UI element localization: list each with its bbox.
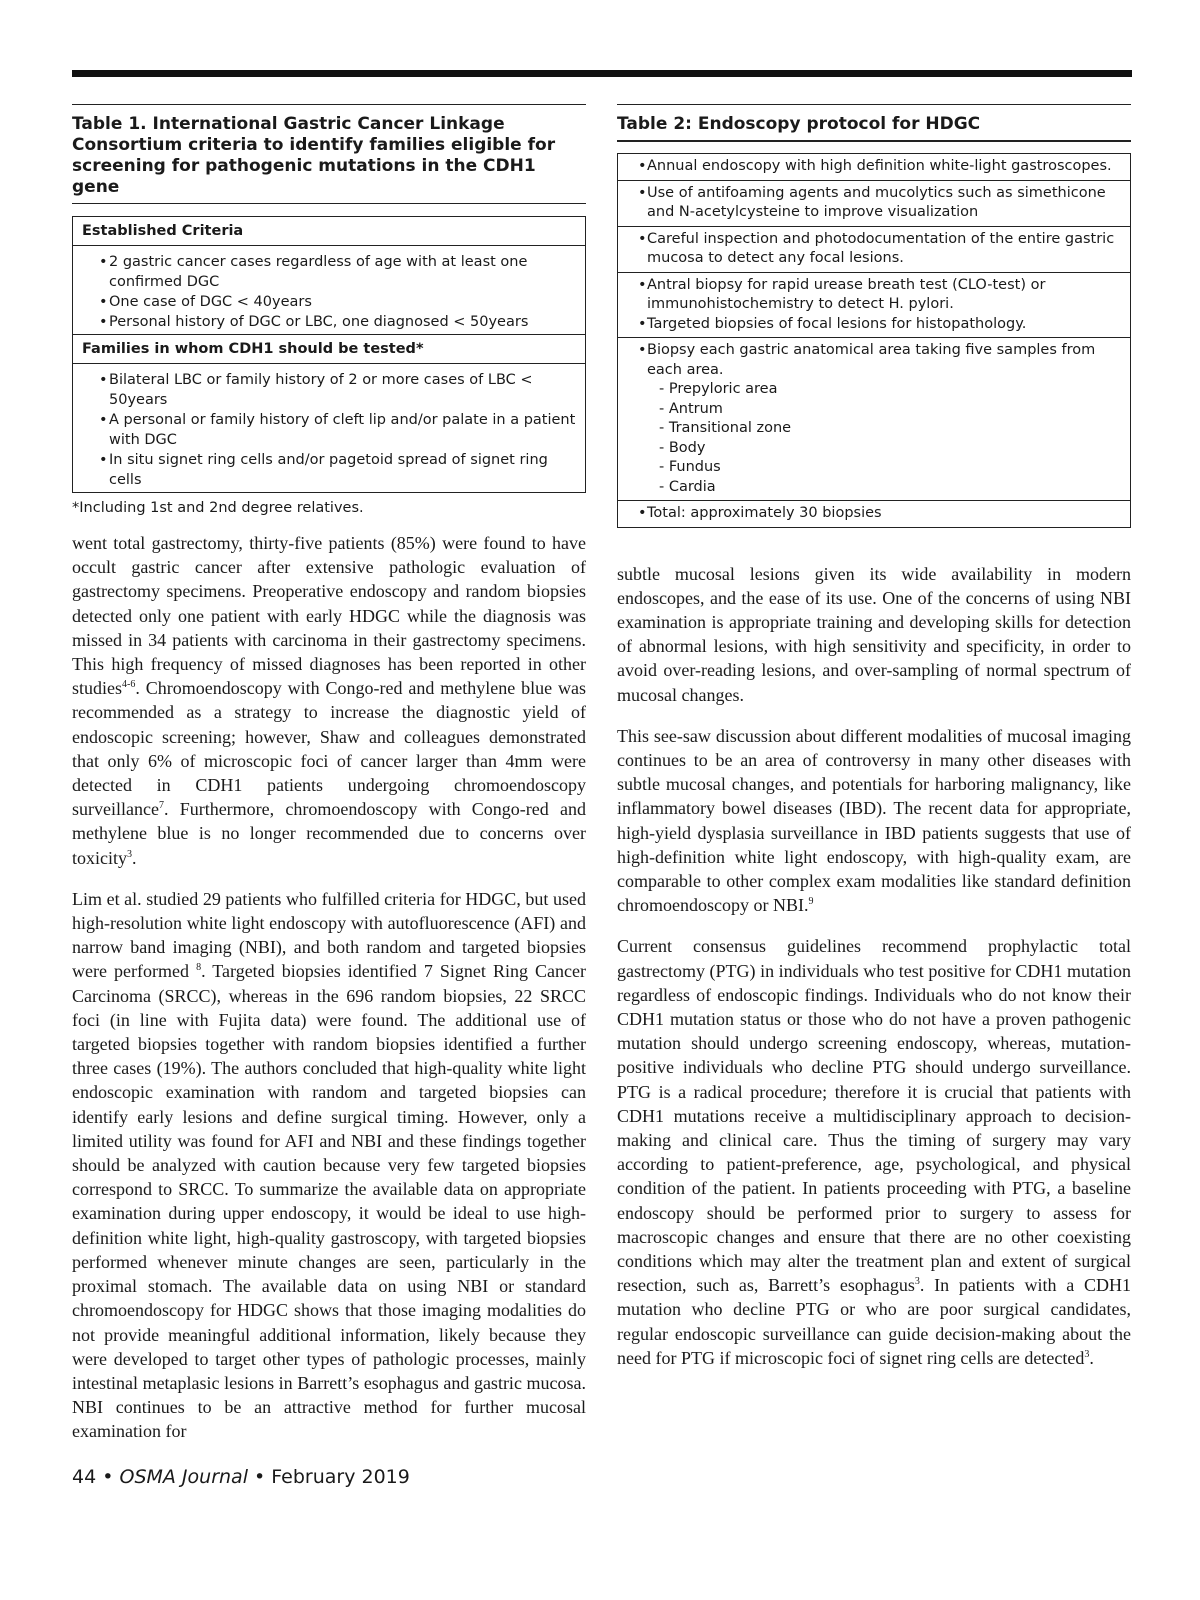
- top-rule: [72, 70, 1132, 77]
- left-paragraph-1: went total gastrectomy, thirty-five patients (85%) were found to have occult gastric cancer after extensive pathologic evaluation of gastrectomy specimens. Preoperative endoscopy and random biopsies detected only one patient with early HDGC while the diagnosis was missed in 34 patients with carcinoma in their gastrectomy specimens. This high frequency of missed diagnoses has been reported in other studies$^{4-6}$. Chromoendoscopy with Congo-red and methylene blue was recommended as a strategy to increase the diagnostic yield of endoscopic screening; however, Shaw and colleagues demonstrated that only 6% of microscopic foci of cancer larger than 4mm were detected in CDH1 patients undergoing chromoendoscopy surveillance$^7$. Furthermore, chromoendoscopy with Congo-red and methylene blue is no longer recommended due to concerns over toxicity$^3$.: [72, 533, 586, 868]
- table1: [72, 216, 586, 493]
- table1-section2-title: Families in whom CDH1 should be tested*: [73, 334, 585, 364]
- table2-cell: [618, 154, 1130, 181]
- list-item: • 2 gastric cancer cases regardless of age with at least one confirmed DGC: [99, 252, 577, 292]
- list-item: • Personal history of DGC or LBC, one diagnosed < 50years: [99, 312, 577, 332]
- table2-item: • Careful inspection and photodocumentation of the entire gastric mucosa to detect any focal lesions.: [638, 230, 1124, 269]
- list-item: • A personal or family history of cleft lip and/or palate in a patient with DGC: [99, 410, 577, 450]
- table1-caption: Table 1. International Gastric Cancer Linkage Consortium criteria to identify families eligible for screening for pathogenic mutations in the CDH1 gene: [72, 104, 586, 204]
- table2: [617, 153, 1131, 528]
- table2-item: • Total: approximately 30 biopsies: [638, 504, 1124, 524]
- list-item: - Fundus: [659, 458, 1124, 478]
- right-column: [617, 104, 1131, 1370]
- list-item: - Antrum: [659, 400, 1124, 420]
- list-item: - Prepyloric area: [659, 380, 1124, 400]
- table2-cell: [618, 501, 1130, 527]
- table2-cell: [618, 227, 1130, 273]
- right-paragraph-2: This see-saw discussion about different modalities of mucosal imaging continues to be an area of controversy in many other diseases with subtle mucosal changes, and potentials for harboring malignancy, like inflammatory bowel diseases (IBD). The recent data for appropriate, high-yield dysplasia surveillance in IBD patients suggests that use of high-definition white light endoscopy, with high-quality exam, are comparable to other complex exam modalities like standard definition chromoendoscopy or NBI.$^9$: [617, 725, 1131, 916]
- reference-superscript: 3: [914, 1276, 920, 1288]
- list-item: - Cardia: [659, 478, 1124, 498]
- right-paragraph-1: subtle mucosal lesions given its wide availability in modern endoscopes, and the ease of its use. One of the concerns of using NBI examination is appropriate training and developing skills for detection of abnormal lesions, with high sensitivity and specificity, in order to avoid over-reading lesions, and over-sampling of normal spectrum of mucosal changes.: [617, 563, 1131, 705]
- table2-item: • Annual endoscopy with high definition white-light gastroscopes.: [638, 157, 1124, 177]
- page-footer: [72, 1466, 410, 1488]
- list-item: - Transitional zone: [659, 419, 1124, 439]
- list-item: - Body: [659, 439, 1124, 459]
- left-paragraph-2: Lim et al. studied 29 patients who fulfilled criteria for HDGC, but used high-resolution white light endoscopy with autofluorescence (AFI) and narrow band imaging (NBI), and both random and targeted biopsies were performed $^8$. Targeted biopsies identified 7 Signet Ring Cancer Carcinoma (SRCC), whereas in the 696 random biopsies, 22 SRCC foci (in line with Fujita data) were found. The additional use of targeted biopsies together with random biopsies identified a further three cases (19%). The authors concluded that high-quality white light endoscopic examination with random and targeted biopsies can identify early lesions and define surgical timing. However, only a limited utility was found for AFI and NBI and these findings together should be analyzed with caution because very few targeted biopsies correspond to SRCC. To summarize the available data on appropriate examination during upper endoscopy, it would be ideal to use high-definition white light, high-quality gastroscopy, with targeted biopsies performed whenever minute changes are seen, particularly in the proximal stomach. The available data on using NBI or standard chromoendoscopy for HDGC shows that those imaging modalities do not provide meaningful additional information, likely because they were developed to target other types of pathologic processes, mainly intestinal metaplasic lesions in Barrett’s esophagus and gastric mucosa. NBI continues to be an attractive method for further mucosal examination for: [72, 888, 586, 1442]
- table2-cell: [618, 273, 1130, 339]
- table2-item: • Biopsy each gastric anatomical area taking five samples from each area.: [638, 341, 1124, 380]
- table1-section1-list: [73, 246, 585, 334]
- reference-superscript: 8: [196, 962, 202, 974]
- table2-item: • Use of antifoaming agents and mucolytics such as simethicone and N-acetylcysteine to improve visualization: [638, 184, 1124, 223]
- table2-item: • Targeted biopsies of focal lesions for histopathology.: [638, 315, 1124, 335]
- page-number: 44 •: [72, 1466, 114, 1488]
- list-item: • In situ signet ring cells and/or pagetoid spread of signet ring cells: [99, 450, 577, 490]
- reference-superscript: 3: [1084, 1348, 1090, 1360]
- table2-areas-list: [638, 380, 1124, 497]
- issue-date: • February 2019: [254, 1466, 410, 1488]
- table1-footnote: *Including 1st and 2nd degree relatives.: [72, 500, 364, 516]
- table2-item: • Antral biopsy for rapid urease breath test (CLO-test) or immunohistochemistry to detect H. pylori.: [638, 276, 1124, 315]
- left-column: [72, 104, 586, 1444]
- list-item: • Bilateral LBC or family history of 2 or more cases of LBC < 50years: [99, 370, 577, 410]
- reference-superscript: 3: [127, 848, 132, 860]
- table2-cell: [618, 181, 1130, 227]
- table2-caption: Table 2: Endoscopy protocol for HDGC: [617, 104, 1131, 142]
- list-item: • One case of DGC < 40years: [99, 292, 577, 312]
- table1-section2-list: [73, 364, 585, 492]
- reference-superscript: 7: [158, 800, 164, 812]
- reference-superscript: 4-6: [122, 679, 136, 691]
- reference-superscript: 9: [808, 896, 814, 908]
- journal-name: OSMA Journal: [119, 1466, 248, 1488]
- table1-section1-title: Established Criteria: [73, 217, 585, 246]
- right-paragraph-3: Current consensus guidelines recommend prophylactic total gastrectomy (PTG) in individuals who test positive for CDH1 mutation regardless of endoscopic findings. Individuals who do not know their CDH1 mutation status or those who do not have a proven pathogenic mutation should undergo screening endoscopy, whereas, mutation-positive individuals who decline PTG should undergo surveillance. PTG is a radical procedure; therefore it is crucial that patients with CDH1 mutations receive a multidisciplinary approach to decision-making and clinical care. Thus the timing of surgery may vary according to patient-preference, age, psychological, and physical condition of the patient. In patients proceeding with PTG, a baseline endoscopy should be performed prior to surgery to assess for macroscopic changes and ensure that there are no other coexisting conditions which may alter the treatment plan and extent of surgical resection, such as, Barrett’s esophagus$^3$. In patients with a CDH1 mutation who decline PTG or who are poor surgical candidates, regular endoscopic surveillance can guide decision-making about the need for PTG if microscopic foci of signet ring cells are detected$^3$.: [617, 936, 1131, 1368]
- table2-cell: [618, 338, 1130, 501]
